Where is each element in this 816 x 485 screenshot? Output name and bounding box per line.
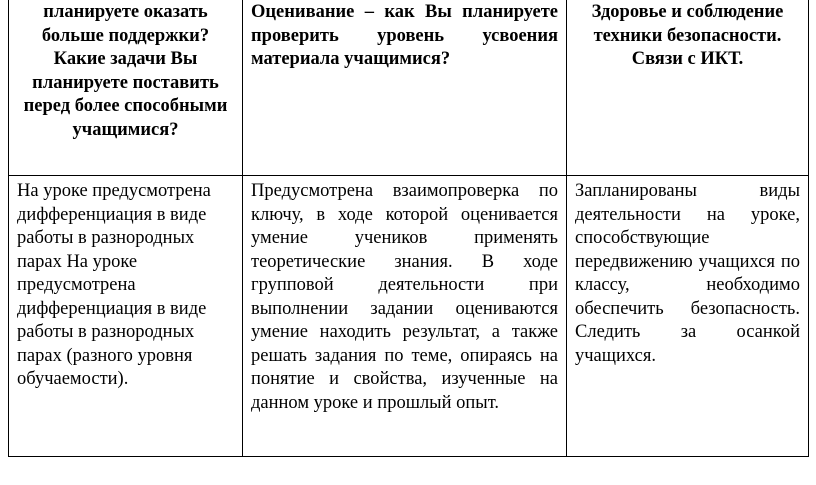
table-header-row — [9, 0, 809, 176]
cell-support: На уроке предусмотрена дифференциация в виде работы в разнородных парах На уроке предусмотрена дифференциация в виде работы в разнородных парах (разного уровня обучаемости). — [9, 176, 243, 457]
header-cell-assessment: Оценивание – как Вы планируете проверить уровень усвоения материала учащимися? — [243, 0, 567, 176]
header-cell-support: планируете оказать больше поддержки? Какие задачи Вы планируете поставить перед более способными учащимися? — [9, 0, 243, 176]
cell-safety-ict: Запланированы виды деятельности на уроке, способствующие передвижению учащихся по классу, необходимо обеспечить безопасность. Следить за осанкой учащихся. — [567, 176, 809, 457]
lesson-plan-table — [8, 0, 809, 457]
table-row — [9, 176, 809, 457]
cell-assessment: Предусмотрена взаимопроверка по ключу, в ходе которой оценивается умение учеников применять теоретические знания. В ходе групповой деятельности при выполнении задании оцениваются умение находить результат, а также решать задания по теме, опираясь на понятие и свойства, изученные на данном уроке и прошлый опыт. — [243, 176, 567, 457]
header-cell-safety-ict: Здоровье и соблюдение техники безопасности. Связи с ИКТ. — [567, 0, 809, 176]
